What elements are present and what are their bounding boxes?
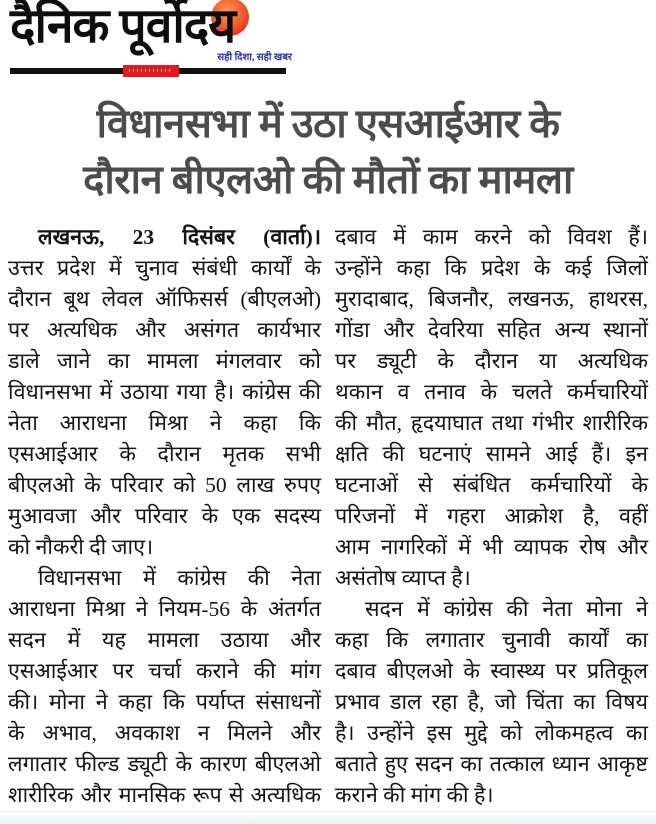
text-line: घटनाओं से संबंधित कर्मचारियों के [335,473,648,497]
text-line: लखनऊ, 23 दिसंबर (वार्ता)। [38,225,321,249]
text-line: कराने की मांग की है। [335,783,494,807]
text-line: दबाव में काम करने को विवश हैं। [335,225,648,249]
text-line: है। उन्होंने इस मुद्दे को लोकमहत्व का [335,721,648,745]
headline-line2: दौरान बीएलओ की मौतों का मामला [83,157,573,202]
text-line: विधानसभा में कांग्रेस की नेता [38,566,321,590]
article-headline [6,96,650,208]
text-line: परिजनों में गहरा आक्रोश है, वहीं [335,504,648,528]
text-line: दबाव बीएलओ के स्वास्थ्य पर प्रतिकूल [335,659,648,683]
text-line: लगातार फील्ड ड्यूटी के कारण बीएलओ [8,752,321,776]
text-line: मुरादाबाद, बिजनौर, लखनऊ, हाथरस, [335,287,648,311]
text-line: प्रभाव डाल रहा है, जो चिंता का विषय [335,690,648,714]
text-line: डाले जाने का मामला मंगलवार को [8,349,321,373]
text-line: को नौकरी दी जाए। [8,535,154,559]
bottom-strip [0,811,656,824]
masthead-rule-divider [10,68,286,74]
text-line: थकान व तनाव के चलते कर्मचारियों [335,380,648,404]
text-line: पर ड्यूटी के दौरान या अत्यधिक [335,349,648,373]
text-line: एसआईआर पर चर्चा कराने की मांग [8,659,321,683]
headline-line1: विधानसभा में उठा एसआईआर के [96,101,560,146]
text-line: नेता आराधना मिश्रा ने कहा कि [8,411,321,435]
article-column-left [8,222,321,811]
text-line: उन्होंने कहा कि प्रदेश के कई जिलों [335,256,648,280]
text-line: की मौत, हृदयाघात तथा गंभीर शारीरिक [335,411,648,435]
text-line: आराधना मिश्रा ने नियम-56 के अंतर्गत [8,597,321,621]
text-line: उत्तर प्रदेश में चुनाव संबंधी कार्यों के [8,256,321,280]
article-body [0,222,656,811]
text-line: सदन में कांग्रेस की नेता मोना ने [365,597,648,621]
article-column-right [335,222,648,811]
text-line: दौरान बूथ लेवल ऑफिसर्स (बीएलओ) [8,287,321,311]
text-line: सदन में यह मामला उठाया और [8,628,321,652]
text-line: पर अत्यधिक और असंगत कार्यभार [8,318,321,342]
text-line: विधानसभा में उठाया गया है। कांग्रेस की [8,380,321,404]
masthead-tagline: सही दिशा, सही खबर [217,52,292,63]
text-line: कहा कि लगातार चुनावी कार्यों का [335,628,648,652]
text-line: के अभाव, अवकाश न मिलने और [8,721,321,745]
masthead-ribbon-badge [123,65,179,77]
text-line: बीएलओ के परिवार को 50 लाख रुपए [8,473,321,497]
text-line: आम नागरिकों में भी व्यापक रोष और [335,535,648,559]
text-line: असंतोष व्याप्त है। [335,566,471,590]
text-line: शारीरिक और मानसिक रूप से अत्यधिक [8,783,321,807]
text-line: बताते हुए सदन का तत्काल ध्यान आकृष्ट [335,752,648,776]
masthead-title: दैनिक पूर्वोदय [10,0,236,53]
masthead [0,0,310,74]
text-line: की। मोना ने कहा कि पर्याप्त संसाधनों [8,690,321,714]
text-line: गोंडा और देवरिया सहित अन्य स्थानों [335,318,648,342]
text-line: मुआवजा और परिवार के एक सदस्य [8,504,321,528]
text-line: क्षति की घटनाएं सामने आई हैं। इन [335,442,648,466]
masthead-title-wrap [10,2,235,52]
text-line: एसआईआर के दौरान मृतक सभी [8,442,321,466]
